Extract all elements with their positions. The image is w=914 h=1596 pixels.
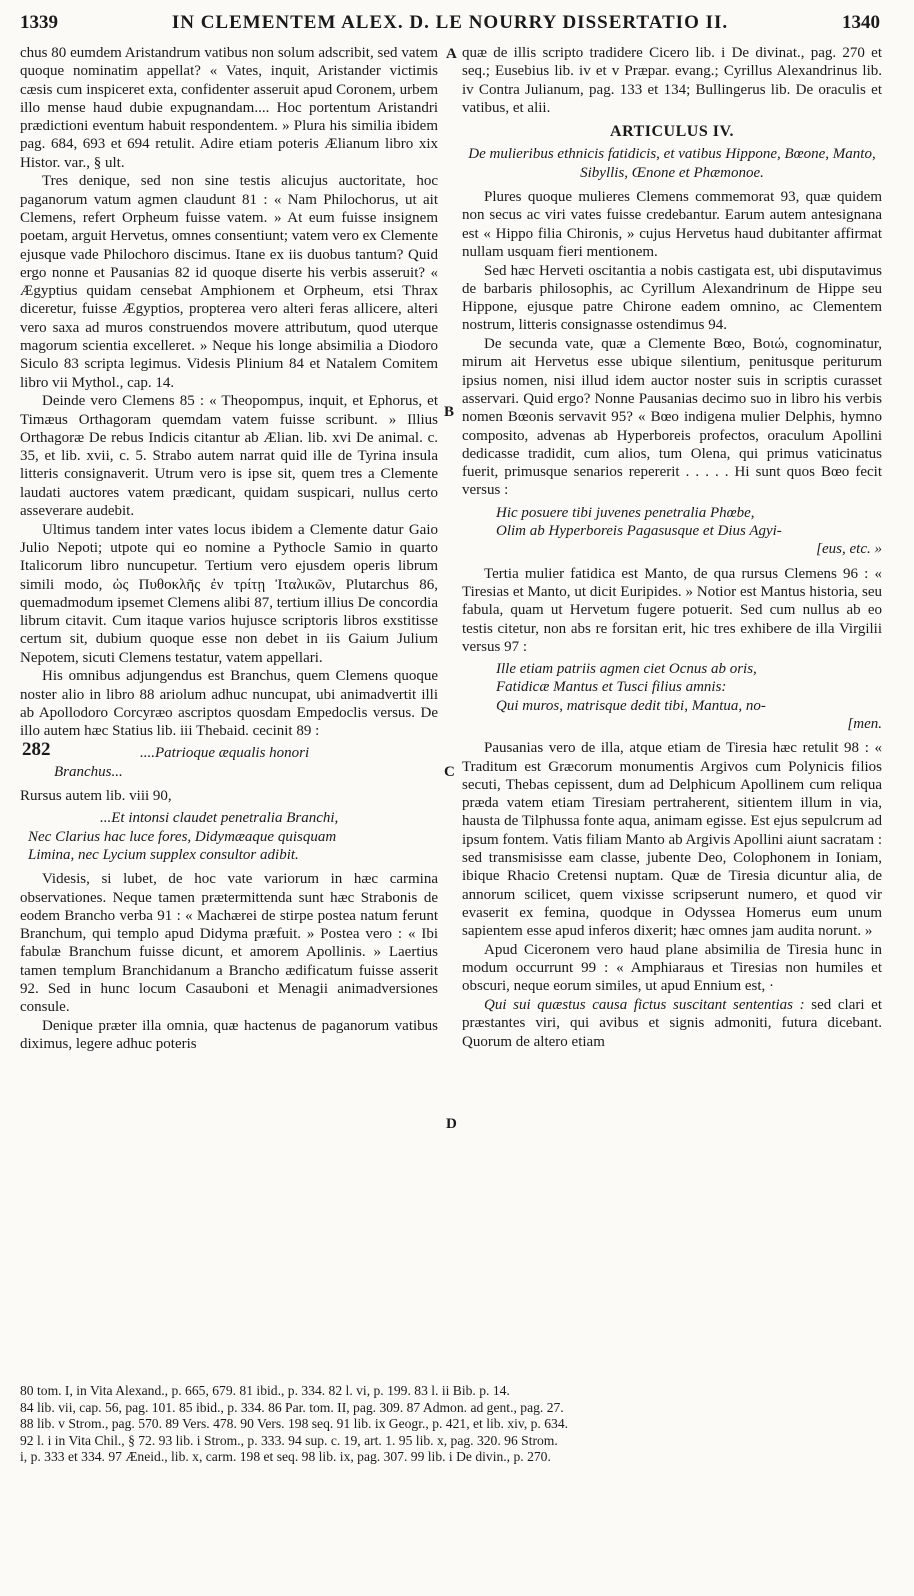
left-paragraph-6: Rursus autem lib. viii 90,	[20, 788, 172, 805]
page-header	[20, 6, 880, 40]
margin-badge: 282	[22, 739, 51, 760]
right-paragraph-7: Apud Ciceronem vero haud plane absimilia de Tiresia hunc in modum occurrunt 99 : « Amphiaraus et Tiresias non humiles et obscuri, neque eorum similes, ut apud Ennium est, ·	[462, 941, 882, 995]
right-paragraph-4: De secunda vate, quæ a Clemente Bœo, Βοιώ, cognominatur, mirum ait Hervetus esse ubique silentium, penitusque periturum ipsius nomen, nisi illud idem auctor noster suis in scriptis curasset asservari. Quid ergo? Nonne Pausanias decimo suo in libro his verbis nomen Bœonis servavit 95? « Bœo indigena mulier Delphis, hymno composito, advenas ab Hyperboreis profectos, oraculum Apollini dedicasse tradidit, cum alios, tum Olena, qui primus vaticinatus fuerit, primusque senarios repererit . . . . . Hi sunt quos Bœo fecit versus :	[462, 336, 882, 499]
verse-line: Branchus...	[54, 763, 123, 780]
article-heading: ARTICULUS IV.	[610, 123, 734, 141]
article-subheading: De mulieribus ethnicis fatidicis, et vatibus Hippone, Bœone, Manto, Sibyllis, Œnone et Phæmonoe.	[468, 146, 876, 181]
verse-line: [eus, etc. »	[816, 541, 882, 558]
footnote-line: i, p. 333 et 334. 97 Æneid., lib. x, carm. 198 et seq. 98 lib. ix, pag. 307. 99 lib. i De divin., p. 270.	[20, 1449, 551, 1465]
verse-line: ...Et intonsi claudet penetralia Branchi,	[100, 810, 339, 827]
statius-verse-1	[20, 744, 438, 781]
ennius-quote: Qui sui quæstus causa fictus suscitant sententias :	[484, 997, 805, 1014]
verse-line: ....Patrioque æqualis honori	[140, 745, 310, 762]
left-paragraph-4-text: Ultimus tandem inter vates locus ibidem a Clemente datur Gaio Julio Nepoti; utpote qui eo nomine a Pythocle Samio in quarto Italicorum libro nuncupetur. Tertium vero ejusdem operis librum simili modo, ὡς Πυθοκλῆς ἐν τρίτῃ Ἰταλικῶν, Plutarchus 86, quemadmodum ipsemet Clemens alibi 87, tertium illius De concordia librum citavit. Cum itaque varios hujusce scriptoris libros exstitisse certum sit, dubium quoque esse non debet in iis Gaium Julium Nepotem, sicuti Clemens testatur, vatem appellari.	[20, 521, 438, 666]
footnote-line: 80 tom. I, in Vita Alexand., p. 665, 679. 81 ibid., p. 334. 82 l. vi, p. 199. 83 l. ii Bib. p. 14.	[20, 1383, 510, 1398]
verse-line: Hic posuere tibi juvenes penetralia Phœbe,	[496, 504, 755, 521]
left-paragraph-5: His omnibus adjungendus est Branchus, quem Clemens quoque noster alio in libro 88 ariolum adhuc nuncupat, ubi animadvertit illi ab Apollodoro Corcyræo ascriptos quosdam Empedoclis versus. De illo autem hæc Statius lib. iii Thebaid. cecinit 89 :	[20, 668, 438, 740]
right-paragraph-8-text: sed clari et præstantes viri, qui avibus et signis admoniti, futura dicebant. Quorum de altero etiam	[462, 997, 883, 1050]
boeo-verse	[462, 504, 882, 559]
right-paragraph-8	[462, 996, 882, 1051]
verse-line: Fatidicæ Mantus et Tusci filius amnis:	[496, 679, 727, 696]
footnote-line: 92 l. i in Vita Chil., § 72. 93 lib. i Strom., p. 333. 94 sup. c. 19, art. 1. 95 lib. x, pag. 320. 96 Strom.	[20, 1432, 558, 1448]
left-paragraph-1: chus 80 eumdem Aristandrum vatibus non solum adscribit, sed vatem quoque nominatim appellat? « Vates, inquit, Aristander victimis cæsis cum inspiceret exta, confidenter asseruit apud Coronem, urbem illo mense haud dubie expugnandam.... Hoc portentum Aristandri prædictioni eventum habuit respondentem. » Plura his similia ibidem pag. 684, 693 et 694 retulit. Adire etiam poteris Ælianum libro xix Histor. var., § ult.	[20, 45, 438, 171]
statius-verse-2	[20, 809, 438, 864]
verse-line: Ille etiam patriis agmen ciet Ocnus ab oris,	[496, 661, 757, 678]
right-paragraph-6: Pausanias vero de illa, atque etiam de Tiresia hæc retulit 98 : « Traditum est Græcorum monumentis Argivos cum Polynicis filios secuti, Thebas cepissent, dum ad Delphicum Apollinem cum reliqua præda vatem etiam Tiresiam pertraherent, sitientem illum in via, hausta de Tilphussa fonte aqua, animam egisse. Est ejus sepulcrum ad ipsum fontem. Vatis filiam Manto ab Argivis Apollini aiunt sacratam : sed transmisisse eam classe, jubente Deo, Colophonem in Ioniam, ibique Rhacio Cretensi nuptam. Quæ de Tiresia dicuntur alia, de annorum scilicet, quem vixisse scripserunt numero, et quod vir evaserit ex femina, quodque in Odyssea Homerus eum unum sapientem esse apud inferos dixerit; hæc omnes jam audita norunt. »	[462, 740, 882, 940]
verse-line: Limina, nec Lycium supplex consultor adibit.	[28, 846, 299, 863]
right-column	[462, 44, 882, 1051]
running-title: IN CLEMENTEM ALEX. D. LE NOURRY DISSERTATIO II.	[171, 12, 729, 33]
verse-line: [men.	[847, 715, 882, 732]
left-paragraph-8: Denique præter illa omnia, quæ hactenus de paganorum vatibus diximus, legere adhuc poteris	[20, 1017, 438, 1053]
footnotes	[20, 1383, 882, 1466]
left-paragraph-3: Deinde vero Clemens 85 : « Theopompus, inquit, et Ephorus, et Timæus Orthagoram quemdam vatem fuisse scribunt. » Illius Orthagoræ De rebus Indicis citantur ab Ælian. lib. xvi De animal. c. 35, et lib. xvii, c. 5. Strabo autem narrat quid ille de Tyrina insula litteris consignaverit. Utrum vero is ipse sit, quem tres a Clemente laudati auctores vatem prædicant, quidam suspicari, nullus certo asseverare audebit.	[20, 393, 438, 520]
margin-marker-b: B	[444, 404, 455, 420]
page-number-right: 1340	[841, 12, 880, 33]
left-column	[20, 44, 438, 1054]
left-paragraph-7: Videsis, si lubet, de hoc vate variorum in hæc carmina observationes. Neque tamen prætermittenda sunt hæc Strabonis de eodem Brancho verba 91 : « Machærei de stirpe postea natum ferunt Branchum, qui templo apud Didyma præfuit. » Postea vero : « Ibi fabulæ Branchum fuisse dicunt, et amorem Apollinis. » Laertius tamen templum Branchidanum a Brancho ædificatum fuisse asserit 92. Sed in hunc locum Casauboni et Menagii animadversiones consule.	[20, 871, 438, 1016]
page-number-left: 1339	[20, 12, 58, 33]
left-paragraph-2: Tres denique, sed non sine testis alicujus auctoritate, hoc paganorum vatum agmen claudunt 81 : « Nam Philochorus, ut ait Clemens, refert Orpheum fuisse vatem. » At eum fuisse insignem poetam, arguit Hervetus, omnes consentiunt; vatem vero ex Clemente ejusque vade Philochoro discimus. Itane ex iis duobus tantum? Quid ergo nonne et Pausanias 82 id quoque diserte his verbis asseruit? « Ægyptius quidam censebat Amphionem et Orpheum, etsi Thrax diceretur, fuisse Ægyptios, propterea vero alteri feras allicere, alteri vero saxa ad muros construendos movere attributum, quod uterque magorum scientia excelleret. » Neque his longe absimilia a Diodoro Siculo 83 scripta legimus. Videsis Plinium 84 et Natalem Comitem libro vii Mythol., cap. 14.	[20, 173, 438, 391]
verse-line: Olim ab Hyperboreis Pagasusque et Dius Agyi-	[496, 523, 782, 540]
margin-marker-c: C	[444, 764, 455, 780]
footnote-line: 84 lib. vii, cap. 56, pag. 101. 85 ibid., p. 334. 86 Par. tom. II, pag. 309. 87 Admon. ad gent., pag. 27.	[20, 1399, 564, 1415]
footnote-line: 88 lib. v Strom., pag. 570. 89 Vers. 478. 90 Vers. 198 seq. 91 lib. ix Geogr., p. 421, et lib. xiv, p. 634.	[20, 1416, 569, 1432]
left-paragraph-4	[20, 521, 438, 667]
right-paragraph-2: Plures quoque mulieres Clemens commemorat 93, quæ quidem non secus ac viri vates fuisse credebantur. Earum autem antesignana est « Hippo filia Chironis, » cujus Hervetus haud dubitanter affirmat nullam usquam fieri mentionem.	[462, 189, 882, 260]
verse-line: Qui muros, matrisque dedit tibi, Mantua, no-	[496, 697, 766, 714]
virgil-verse	[462, 660, 882, 733]
margin-marker-a: A	[446, 46, 457, 62]
right-paragraph-5: Tertia mulier fatidica est Manto, de qua rursus Clemens 96 : « Tiresias et Manto, ut dicit Euripides. » Notior est Mantus historia, seu fabula, quam ut Hervetum fugere potuerit. Sed cum nullus ab eo testis citetur, non abs re forsitan erit, hic tres exhibere de illa Virgilii versus 97 :	[462, 565, 882, 655]
right-paragraph-1: quæ de illis scripto tradidere Cicero lib. i De divinat., pag. 270 et seq.; Eusebius lib. iv et v Præpar. evang.; Cyrillus Alexandrinus lib. iv Contra Julianum, pag. 133 et 134; Bullingerus lib. De oraculis et vatibus, et alii.	[462, 45, 882, 116]
margin-marker-d: D	[446, 1116, 457, 1132]
right-paragraph-3: Sed hæc Herveti oscitantia a nobis castigata est, ubi disputavimus de barbaris philosophis, ac Cyrillum Alexandrinum de Hippe seu Hippone, ejusque patre Chirone eadem omnino, ac Clementem nostrum, litteris consignasse ostendimus 94.	[462, 262, 882, 334]
verse-line: Nec Clarius hac luce fores, Didymæaque quisquam	[28, 828, 337, 845]
